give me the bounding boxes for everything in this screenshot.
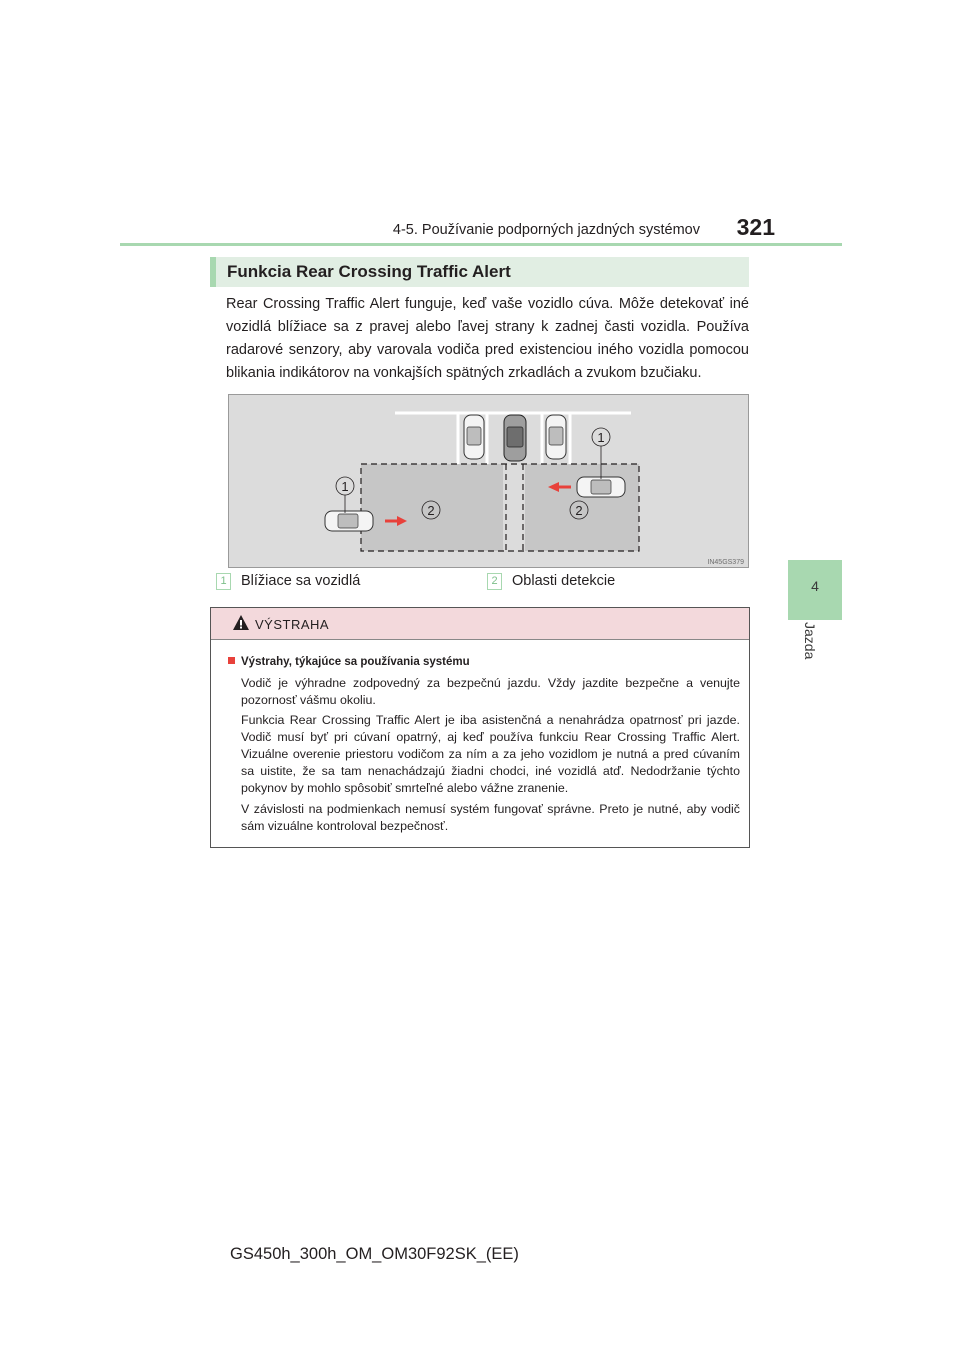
- svg-text:2: 2: [427, 503, 435, 518]
- warning-paragraph: Funkcia Rear Crossing Traffic Alert je iba asistenčná a nenahrádza opatrnosť pri jazde. Vodič musí byť pri cúvaní opatrný, aj keď používa funkciu Rear Crossing Traffic Alert. Vizuálne overenie priestoru vodičom za ním a za jeho vozidlom je nutná a pred cúvaním sa uistite, že sa tam nenachádzajú žiadni chodci, iné vozidlá atď. Nedodržanie týchto pokynov by mohlo spôsobiť smrteľné alebo vážne zranenie.: [241, 713, 740, 795]
- warning-subheading-text: Výstrahy, týkajúce sa používania systému: [241, 656, 470, 668]
- svg-text:1: 1: [341, 479, 349, 494]
- chapter-tab-number: 4: [811, 578, 819, 594]
- approaching-vehicle-left: [325, 511, 373, 531]
- page-number: 321: [736, 214, 775, 240]
- legend-label: Oblasti detekcie: [512, 573, 616, 589]
- bullet-square-icon: [228, 657, 235, 664]
- own-vehicle: [504, 415, 526, 461]
- parked-car: [464, 415, 484, 459]
- warning-paragraph: Vodič je výhradne zodpovedný za bezpečnú jazdu. Vždy jazdite bezpečne a venujte pozornosť vášmu okoliu.: [241, 676, 740, 707]
- model-code-footer: GS450h_300h_OM_OM30F92SK_(EE): [230, 1245, 519, 1263]
- svg-text:2: 2: [575, 503, 583, 518]
- image-code: IN45GS379: [707, 559, 744, 566]
- parking-diagram-svg: [229, 395, 750, 569]
- legend-label: Blížiace sa vozidlá: [241, 573, 361, 589]
- header-divider: [120, 243, 842, 246]
- section-title: Funkcia Rear Crossing Traffic Alert: [227, 262, 511, 281]
- callout-1-right: [592, 428, 610, 446]
- warning-subheading: [228, 656, 470, 668]
- section-heading: [210, 257, 749, 287]
- chapter-title: 4-5. Používanie podporných jazdných systémov: [392, 222, 700, 238]
- callout-2-right: [570, 501, 588, 519]
- parking-diagram: [228, 394, 749, 568]
- legend-number: 1: [216, 573, 231, 590]
- callout-2-left: [422, 501, 440, 519]
- approaching-vehicle-right: [577, 477, 625, 497]
- warning-paragraph: V závislosti na podmienkach nemusí systém fungovať správne. Preto je nutné, aby vodič sám vizuálne kontroloval bezpečnosť.: [241, 802, 740, 833]
- intro-paragraph: Rear Crossing Traffic Alert funguje, keď vaše vozidlo cúva. Môže detekovať iné vozidlá blížiace sa z pravej alebo ľavej strany k zadnej časti vozidla. Používa radarové senzory, aby varovala vodiča pred existenciou iného vozidla pomocou blikania indikátorov na vonkajších spätných zrkadlách a zvukom bzučiaku.: [226, 296, 749, 381]
- parked-car: [546, 415, 566, 459]
- chapter-tab-label-wrap: [798, 622, 838, 682]
- svg-text:1: 1: [597, 430, 605, 445]
- warning-box: [210, 607, 750, 848]
- legend-number: 2: [487, 573, 502, 590]
- warning-header: [211, 608, 749, 640]
- warning-triangle-icon: [232, 614, 250, 631]
- warning-title: VÝSTRAHA: [255, 617, 330, 632]
- chapter-tab-label: Jazda: [802, 622, 818, 660]
- callout-1-left: [336, 477, 354, 495]
